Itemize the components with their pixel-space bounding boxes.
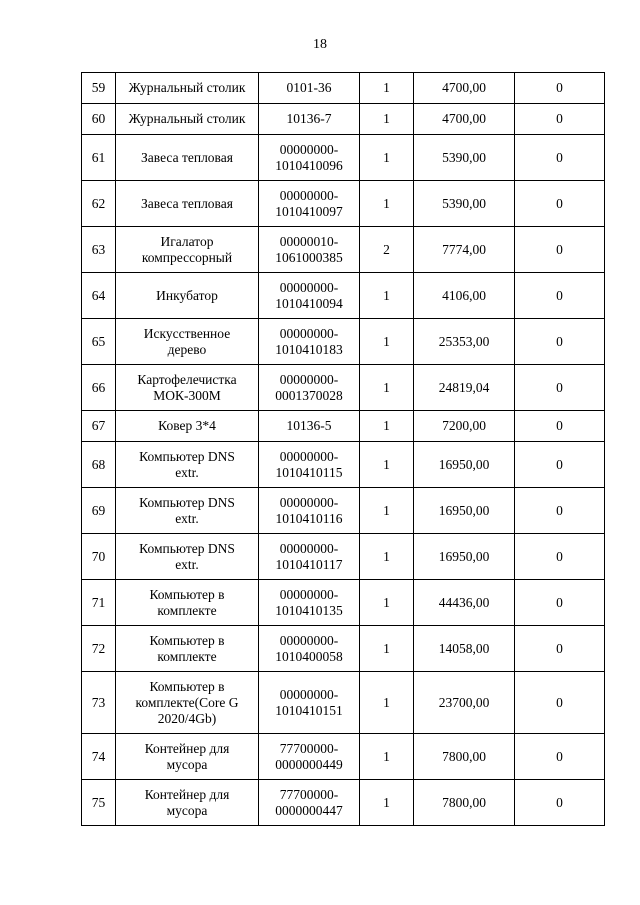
row-number-cell-text: 74 <box>91 748 106 764</box>
item-name-cell <box>116 580 259 626</box>
inventory-code-cell-text: 00000000- 1010410094 <box>275 279 343 311</box>
quantity-cell-text: 1 <box>383 149 390 165</box>
residual-value-cell-text: 0 <box>556 456 563 472</box>
table-row <box>82 734 605 780</box>
item-name-cell <box>116 104 259 135</box>
item-name-cell-text: Завеса тепловая <box>141 149 233 165</box>
item-name-cell-text: Игалатор компрессорный <box>141 233 233 265</box>
row-number-cell <box>82 411 116 442</box>
residual-value-cell <box>515 780 605 826</box>
row-number-cell-text: 62 <box>91 195 106 211</box>
residual-value-cell <box>515 273 605 319</box>
quantity-cell-text: 1 <box>383 287 390 303</box>
item-name-cell <box>116 411 259 442</box>
quantity-cell <box>360 273 414 319</box>
quantity-cell-text: 1 <box>383 80 390 95</box>
item-name-cell <box>116 626 259 672</box>
inventory-code-cell-text: 00000000- 1010410183 <box>275 325 343 357</box>
item-name-cell <box>116 442 259 488</box>
row-number-cell <box>82 365 116 411</box>
row-number-cell <box>82 580 116 626</box>
item-name-cell-text: Компьютер DNS extr. <box>139 448 235 480</box>
item-name-cell-text: Компьютер в комплекте <box>149 632 225 664</box>
table-row <box>82 411 605 442</box>
table-row <box>82 580 605 626</box>
row-number-cell-text: 65 <box>91 333 106 349</box>
row-number-cell <box>82 672 116 734</box>
inventory-code-cell-text: 00000000- 1010410117 <box>275 540 343 572</box>
price-cell-text: 16950,00 <box>438 456 490 472</box>
item-name-cell-text: Инкубатор <box>156 287 218 303</box>
residual-value-cell-text: 0 <box>556 379 563 395</box>
inventory-code-cell-text: 10136-7 <box>286 111 332 126</box>
quantity-cell <box>360 181 414 227</box>
residual-value-cell <box>515 365 605 411</box>
table-row <box>82 227 605 273</box>
inventory-table <box>81 72 605 826</box>
residual-value-cell <box>515 135 605 181</box>
inventory-code-cell <box>259 104 360 135</box>
table-row <box>82 534 605 580</box>
row-number-cell-text: 72 <box>91 640 106 656</box>
row-number-cell <box>82 227 116 273</box>
item-name-cell-text: Ковер 3*4 <box>158 418 216 433</box>
item-name-cell-text: Журнальный столик <box>128 111 246 126</box>
price-cell-text: 25353,00 <box>438 333 490 349</box>
item-name-cell <box>116 273 259 319</box>
item-name-cell <box>116 488 259 534</box>
price-cell-text: 24819,04 <box>438 379 490 395</box>
residual-value-cell-text: 0 <box>556 149 563 165</box>
table-row <box>82 442 605 488</box>
residual-value-cell <box>515 227 605 273</box>
row-number-cell-text: 69 <box>91 502 106 518</box>
inventory-code-cell-text: 00000000- 0001370028 <box>275 371 343 403</box>
quantity-cell <box>360 580 414 626</box>
quantity-cell-text: 1 <box>383 456 390 472</box>
inventory-code-cell <box>259 181 360 227</box>
inventory-code-cell <box>259 411 360 442</box>
price-cell <box>414 181 515 227</box>
residual-value-cell-text: 0 <box>556 241 563 257</box>
quantity-cell-text: 1 <box>383 379 390 395</box>
residual-value-cell <box>515 73 605 104</box>
row-number-cell <box>82 181 116 227</box>
price-cell <box>414 365 515 411</box>
item-name-cell-text: Журнальный столик <box>128 80 246 95</box>
price-cell-text: 7800,00 <box>442 794 486 810</box>
price-cell <box>414 734 515 780</box>
quantity-cell-text: 1 <box>383 111 390 126</box>
residual-value-cell-text: 0 <box>556 548 563 564</box>
row-number-cell-text: 61 <box>91 149 106 165</box>
item-name-cell-text: Компьютер в комплекте <box>149 586 225 618</box>
price-cell-text: 7800,00 <box>442 748 486 764</box>
row-number-cell-text: 68 <box>91 456 106 472</box>
table-row <box>82 73 605 104</box>
inventory-code-cell <box>259 580 360 626</box>
price-cell-text: 7200,00 <box>442 418 486 433</box>
inventory-table-body <box>82 73 605 826</box>
inventory-code-cell-text: 77700000- 0000000449 <box>275 740 343 772</box>
quantity-cell <box>360 365 414 411</box>
inventory-code-cell <box>259 534 360 580</box>
row-number-cell-text: 71 <box>91 594 106 610</box>
residual-value-cell-text: 0 <box>556 748 563 764</box>
inventory-code-cell <box>259 73 360 104</box>
row-number-cell <box>82 626 116 672</box>
row-number-cell-text: 63 <box>91 241 106 257</box>
quantity-cell-text: 1 <box>383 195 390 211</box>
table-row <box>82 780 605 826</box>
row-number-cell <box>82 73 116 104</box>
residual-value-cell-text: 0 <box>556 80 563 95</box>
item-name-cell-text: Контейнер для мусора <box>144 786 230 818</box>
row-number-cell <box>82 488 116 534</box>
price-cell-text: 4700,00 <box>442 80 486 95</box>
row-number-cell-text: 67 <box>91 418 106 433</box>
table-row <box>82 365 605 411</box>
price-cell <box>414 273 515 319</box>
inventory-code-cell <box>259 273 360 319</box>
price-cell-text: 7774,00 <box>442 241 486 257</box>
item-name-cell <box>116 365 259 411</box>
price-cell-text: 5390,00 <box>442 149 486 165</box>
item-name-cell <box>116 672 259 734</box>
price-cell <box>414 104 515 135</box>
price-cell <box>414 319 515 365</box>
residual-value-cell-text: 0 <box>556 195 563 211</box>
price-cell-text: 5390,00 <box>442 195 486 211</box>
inventory-code-cell-text: 00000000- 1010400058 <box>275 632 343 664</box>
quantity-cell-text: 1 <box>383 333 390 349</box>
quantity-cell-text: 1 <box>383 794 390 810</box>
residual-value-cell-text: 0 <box>556 287 563 303</box>
residual-value-cell <box>515 734 605 780</box>
inventory-code-cell-text: 10136-5 <box>286 418 332 433</box>
residual-value-cell-text: 0 <box>556 111 563 126</box>
inventory-code-cell <box>259 734 360 780</box>
residual-value-cell-text: 0 <box>556 640 563 656</box>
quantity-cell <box>360 135 414 181</box>
residual-value-cell <box>515 626 605 672</box>
item-name-cell-text: Компьютер DNS extr. <box>139 494 235 526</box>
table-row <box>82 488 605 534</box>
quantity-cell <box>360 672 414 734</box>
inventory-code-cell-text: 00000000- 1010410135 <box>275 586 343 618</box>
quantity-cell <box>360 227 414 273</box>
item-name-cell <box>116 135 259 181</box>
row-number-cell <box>82 442 116 488</box>
table-row <box>82 273 605 319</box>
row-number-cell-text: 59 <box>91 80 106 95</box>
item-name-cell-text: Картофелечистка МОК-300М <box>137 371 237 403</box>
item-name-cell <box>116 73 259 104</box>
table-row <box>82 135 605 181</box>
inventory-code-cell-text: 77700000- 0000000447 <box>275 786 343 818</box>
residual-value-cell <box>515 534 605 580</box>
price-cell <box>414 780 515 826</box>
item-name-cell <box>116 227 259 273</box>
price-cell <box>414 442 515 488</box>
item-name-cell-text: Искусственное дерево <box>143 325 231 357</box>
price-cell <box>414 73 515 104</box>
quantity-cell <box>360 780 414 826</box>
item-name-cell <box>116 534 259 580</box>
quantity-cell <box>360 442 414 488</box>
price-cell-text: 44436,00 <box>438 594 490 610</box>
row-number-cell <box>82 135 116 181</box>
price-cell <box>414 411 515 442</box>
price-cell <box>414 672 515 734</box>
quantity-cell-text: 2 <box>383 241 390 257</box>
row-number-cell-text: 73 <box>91 694 106 710</box>
row-number-cell <box>82 534 116 580</box>
price-cell <box>414 227 515 273</box>
table-row <box>82 672 605 734</box>
residual-value-cell-text: 0 <box>556 418 563 433</box>
quantity-cell-text: 1 <box>383 694 390 710</box>
residual-value-cell <box>515 672 605 734</box>
residual-value-cell <box>515 319 605 365</box>
quantity-cell-text: 1 <box>383 748 390 764</box>
quantity-cell <box>360 319 414 365</box>
inventory-code-cell-text: 00000000- 1010410151 <box>275 686 343 718</box>
quantity-cell-text: 1 <box>383 594 390 610</box>
price-cell-text: 14058,00 <box>438 640 490 656</box>
price-cell <box>414 488 515 534</box>
table-row <box>82 626 605 672</box>
table-row <box>82 181 605 227</box>
row-number-cell-text: 66 <box>91 379 106 395</box>
item-name-cell <box>116 734 259 780</box>
table-row <box>82 319 605 365</box>
quantity-cell <box>360 73 414 104</box>
residual-value-cell-text: 0 <box>556 333 563 349</box>
price-cell-text: 4106,00 <box>442 287 486 303</box>
quantity-cell-text: 1 <box>383 548 390 564</box>
quantity-cell <box>360 534 414 580</box>
table-row <box>82 104 605 135</box>
residual-value-cell <box>515 411 605 442</box>
inventory-code-cell <box>259 780 360 826</box>
row-number-cell <box>82 319 116 365</box>
price-cell-text: 16950,00 <box>438 548 490 564</box>
residual-value-cell <box>515 488 605 534</box>
row-number-cell-text: 75 <box>91 794 106 810</box>
residual-value-cell <box>515 442 605 488</box>
residual-value-cell-text: 0 <box>556 794 563 810</box>
row-number-cell <box>82 734 116 780</box>
page-number: 18 <box>313 37 327 52</box>
item-name-cell-text: Завеса тепловая <box>141 195 233 211</box>
price-cell <box>414 534 515 580</box>
residual-value-cell-text: 0 <box>556 594 563 610</box>
inventory-code-cell <box>259 488 360 534</box>
item-name-cell <box>116 319 259 365</box>
quantity-cell-text: 1 <box>383 640 390 656</box>
inventory-code-cell-text: 00000000- 1010410116 <box>275 494 343 526</box>
row-number-cell <box>82 273 116 319</box>
inventory-code-cell <box>259 227 360 273</box>
price-cell-text: 23700,00 <box>438 694 490 710</box>
residual-value-cell <box>515 181 605 227</box>
residual-value-cell <box>515 580 605 626</box>
item-name-cell <box>116 780 259 826</box>
residual-value-cell-text: 0 <box>556 694 563 710</box>
row-number-cell-text: 60 <box>91 111 106 126</box>
quantity-cell <box>360 488 414 534</box>
row-number-cell-text: 64 <box>91 287 106 303</box>
item-name-cell-text: Контейнер для мусора <box>144 740 230 772</box>
residual-value-cell-text: 0 <box>556 502 563 518</box>
residual-value-cell <box>515 104 605 135</box>
inventory-code-cell-text: 00000000- 1010410115 <box>275 448 343 480</box>
quantity-cell <box>360 104 414 135</box>
row-number-cell <box>82 104 116 135</box>
row-number-cell-text: 70 <box>91 548 106 564</box>
inventory-code-cell <box>259 672 360 734</box>
item-name-cell-text: Компьютер в комплекте(Core G 2020/4Gb) <box>135 678 239 726</box>
price-cell-text: 4700,00 <box>442 111 486 126</box>
item-name-cell <box>116 181 259 227</box>
inventory-code-cell-text: 0101-36 <box>286 80 332 95</box>
inventory-code-cell <box>259 365 360 411</box>
quantity-cell <box>360 626 414 672</box>
quantity-cell <box>360 411 414 442</box>
inventory-code-cell-text: 00000000- 1010410096 <box>275 141 343 173</box>
inventory-code-cell <box>259 319 360 365</box>
row-number-cell <box>82 780 116 826</box>
inventory-code-cell-text: 00000000- 1010410097 <box>275 187 343 219</box>
quantity-cell-text: 1 <box>383 418 390 433</box>
quantity-cell-text: 1 <box>383 502 390 518</box>
inventory-code-cell <box>259 626 360 672</box>
inventory-code-cell-text: 00000010- 1061000385 <box>275 233 343 265</box>
inventory-code-cell <box>259 135 360 181</box>
inventory-code-cell <box>259 442 360 488</box>
price-cell-text: 16950,00 <box>438 502 490 518</box>
price-cell <box>414 135 515 181</box>
item-name-cell-text: Компьютер DNS extr. <box>139 540 235 572</box>
quantity-cell <box>360 734 414 780</box>
price-cell <box>414 626 515 672</box>
price-cell <box>414 580 515 626</box>
